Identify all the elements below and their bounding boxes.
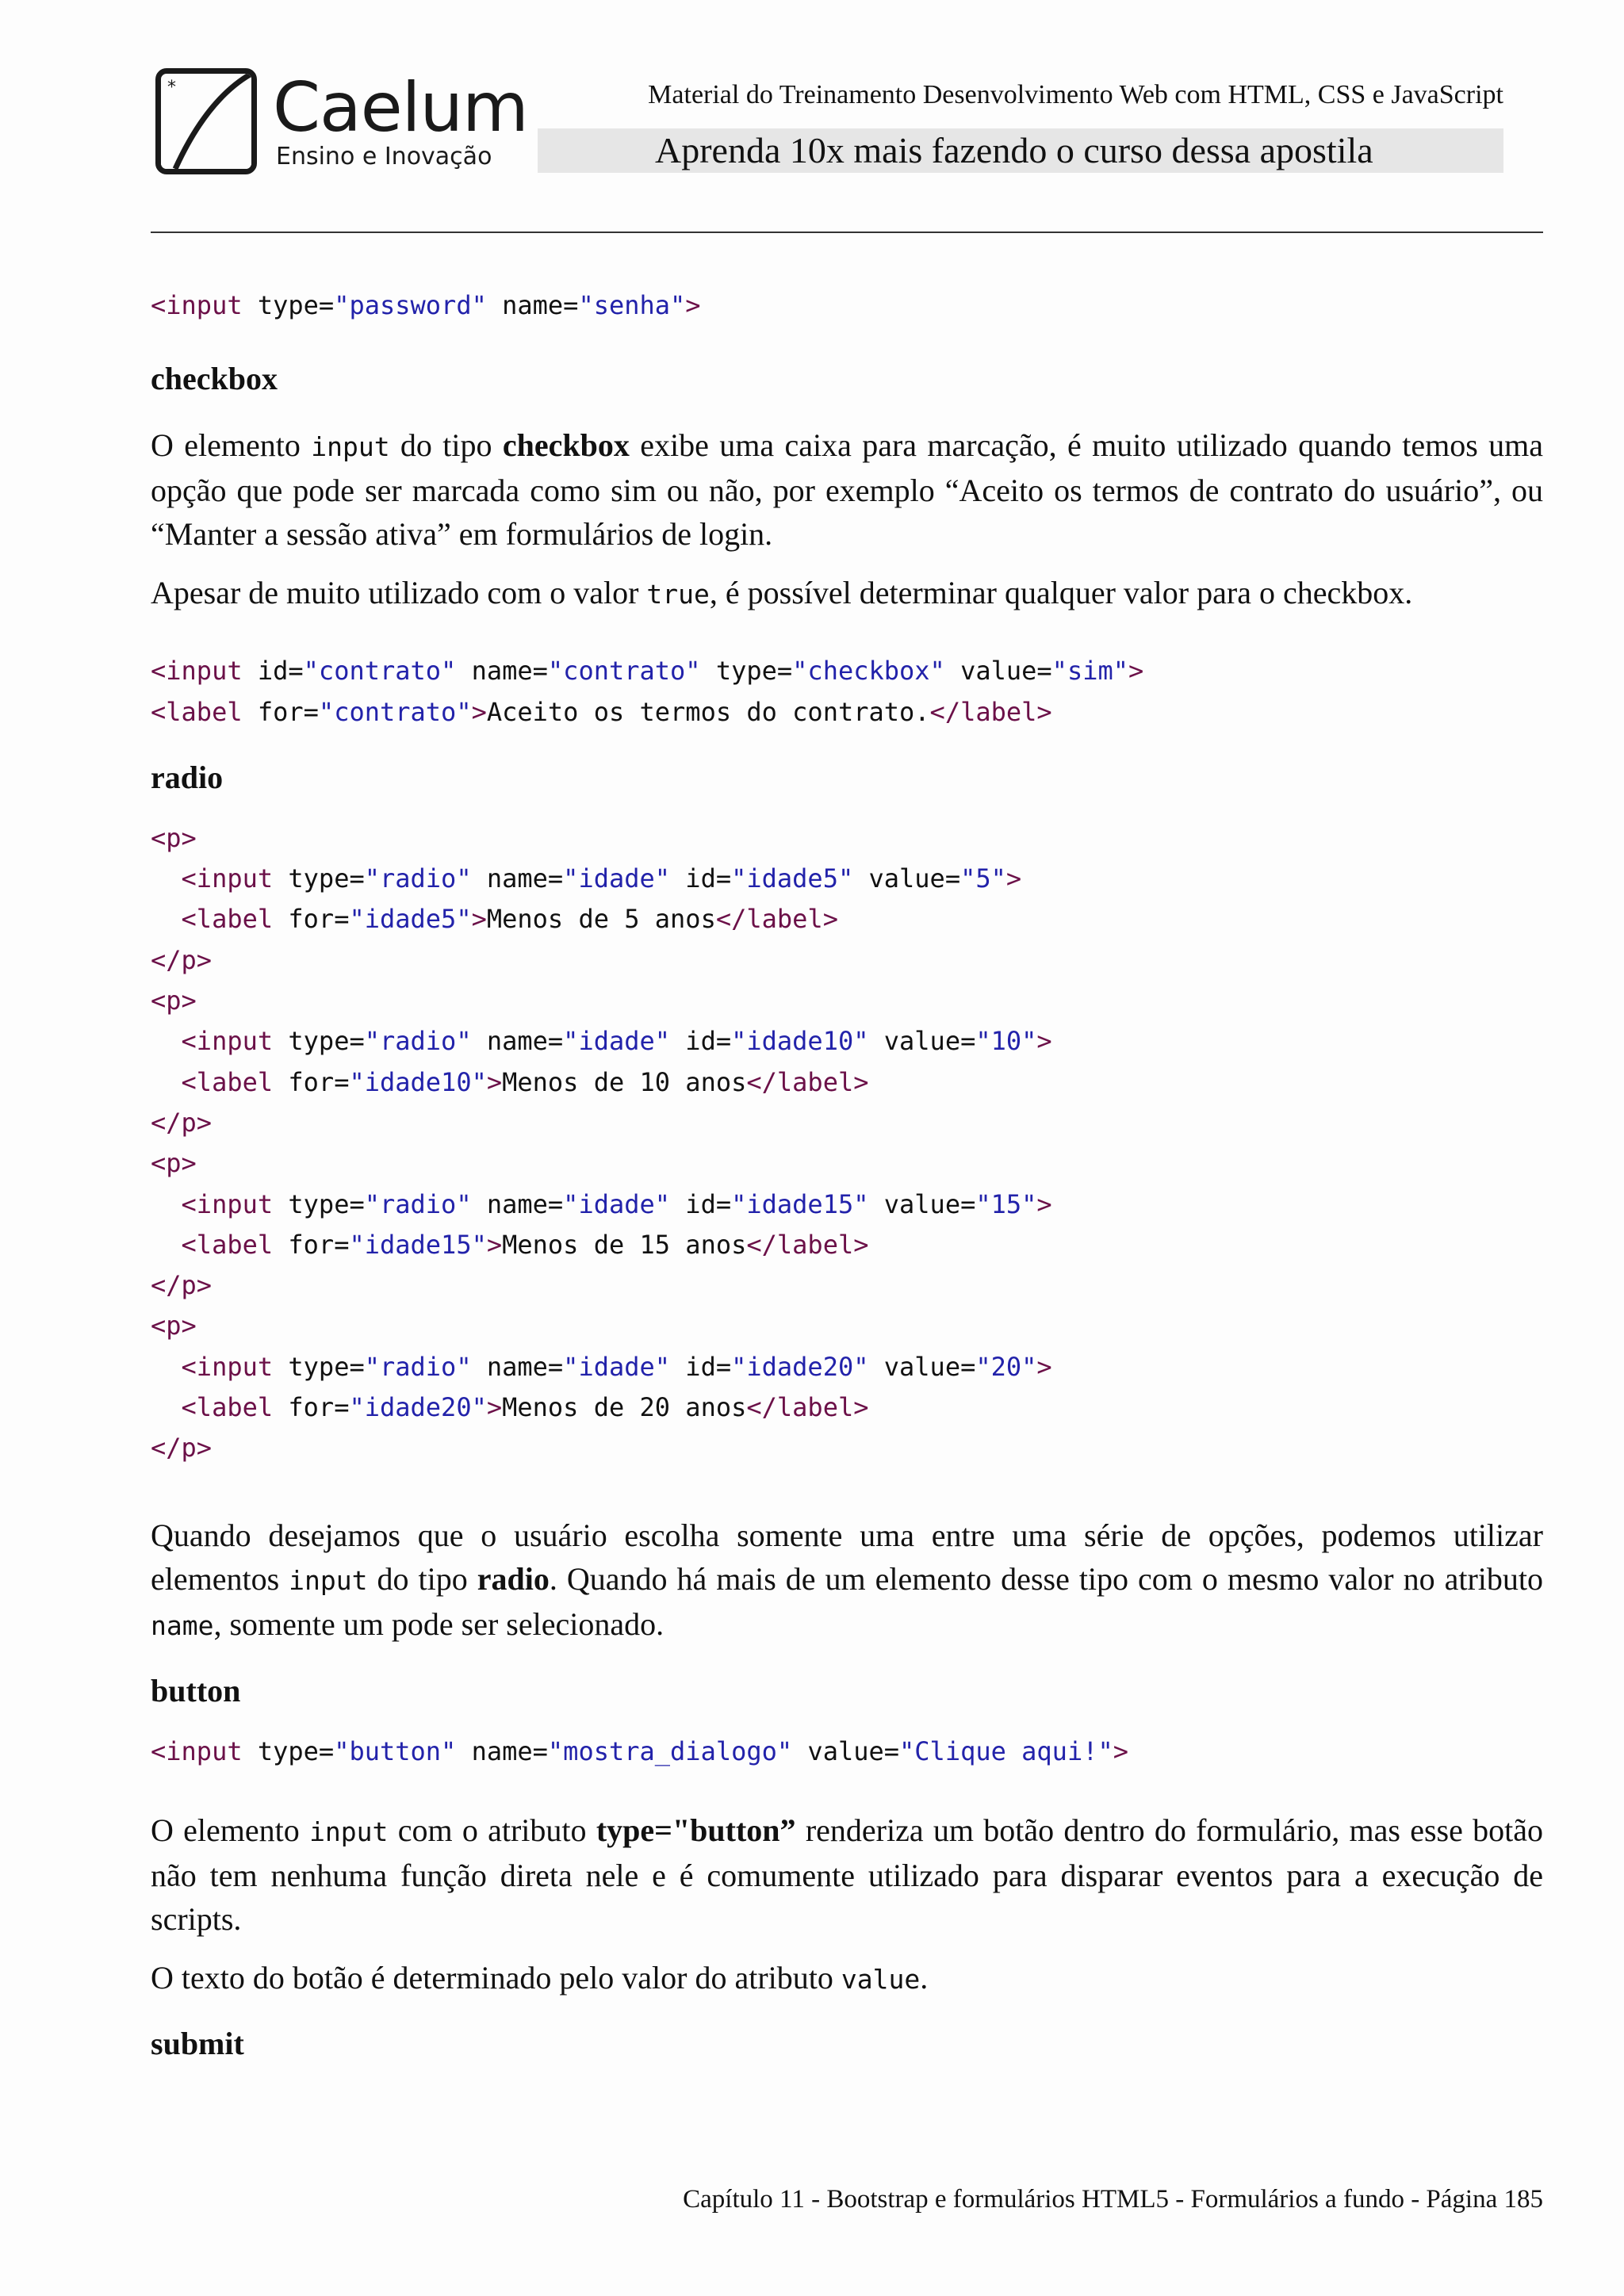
- page-footer: Capítulo 11 - Bootstrap e formulários HTML5 - Formulários a fundo - Página 185: [683, 2185, 1543, 2214]
- heading-button: button: [151, 1672, 241, 1709]
- paragraph-button-intro: O elemento input com o atributo type="button” renderiza um botão dentro do formulário, mas esse botão não tem nenhuma função direta nele e é comumente utilizado para disparar eventos para a execução de scripts.: [151, 1812, 1544, 1937]
- header-divider: [151, 232, 1543, 233]
- paragraph-button-value: O texto do botão é determinado pelo valor do atributo value.: [151, 1959, 929, 1996]
- code-block-radio: <p> <input type="radio" name="idade" id="idade5" value="5"> <label for="idade5">Menos de 5 anos</label> </p> <p> <input type="radio" name="idade" id="idade10" value="10"> <label for="idade10">Menos de 10 anos</label> </p> <p> <input type="radio" name="idade" id="idade15" value="15"> <label for="idade15">Menos de 15 anos</label> </p> <p> <input type="radio" name="idade" id="idade20" value="20"> <label for="idade20">Menos de 20 anos</label> </p>: [151, 822, 1052, 1464]
- paragraph-checkbox-intro: O elemento input do tipo checkbox exibe uma caixa para marcação, é muito utilizado quando temos uma opção que pode ser marcada como sim ou não, por exemplo “Aceito os termos de contrato do usuário”, ou “Manter a sessão ativa” em formulários de login.: [151, 427, 1543, 553]
- code-block-password: <input type="password" name="senha">: [151, 290, 701, 320]
- heading-submit: submit: [151, 2025, 244, 2061]
- code-block-button: <input type="button" name="mostra_dialogo" value="Clique aqui!">: [151, 1735, 1128, 1766]
- caelum-logo: [155, 68, 528, 179]
- page-content: [151, 285, 1543, 2065]
- course-banner: [538, 128, 1503, 173]
- heading-radio: radio: [151, 759, 224, 795]
- paragraph-radio: Quando desejamos que o usuário escolha somente uma entre uma série de opções, podemos utilizar elementos input do tipo radio. Quando há mais de um elemento desse tipo com o mesmo valor no atributo name, somente um pode ser selecionado.: [151, 1517, 1544, 1642]
- heading-checkbox: checkbox: [151, 361, 278, 397]
- logo-name: Caelum: [273, 68, 528, 147]
- course-banner-text: Aprenda 10x mais fazendo o curso dessa apostila: [655, 130, 1373, 170]
- paragraph-checkbox-value: Apesar de muito utilizado com o valor true, é possível determinar qualquer valor para o checkbox.: [151, 575, 1413, 611]
- logo-tagline: Ensino e Inovação: [276, 143, 492, 170]
- material-title: Material do Treinamento Desenvolvimento Web com HTML, CSS e JavaScript: [648, 80, 1503, 109]
- svg-text:*: *: [167, 78, 176, 98]
- code-block-checkbox: <input id="contrato" name="contrato" type="checkbox" value="sim"> <label for="contrato">Aceito os termos do contrato.</label>: [151, 656, 1144, 727]
- logo-mark-icon: [155, 68, 257, 174]
